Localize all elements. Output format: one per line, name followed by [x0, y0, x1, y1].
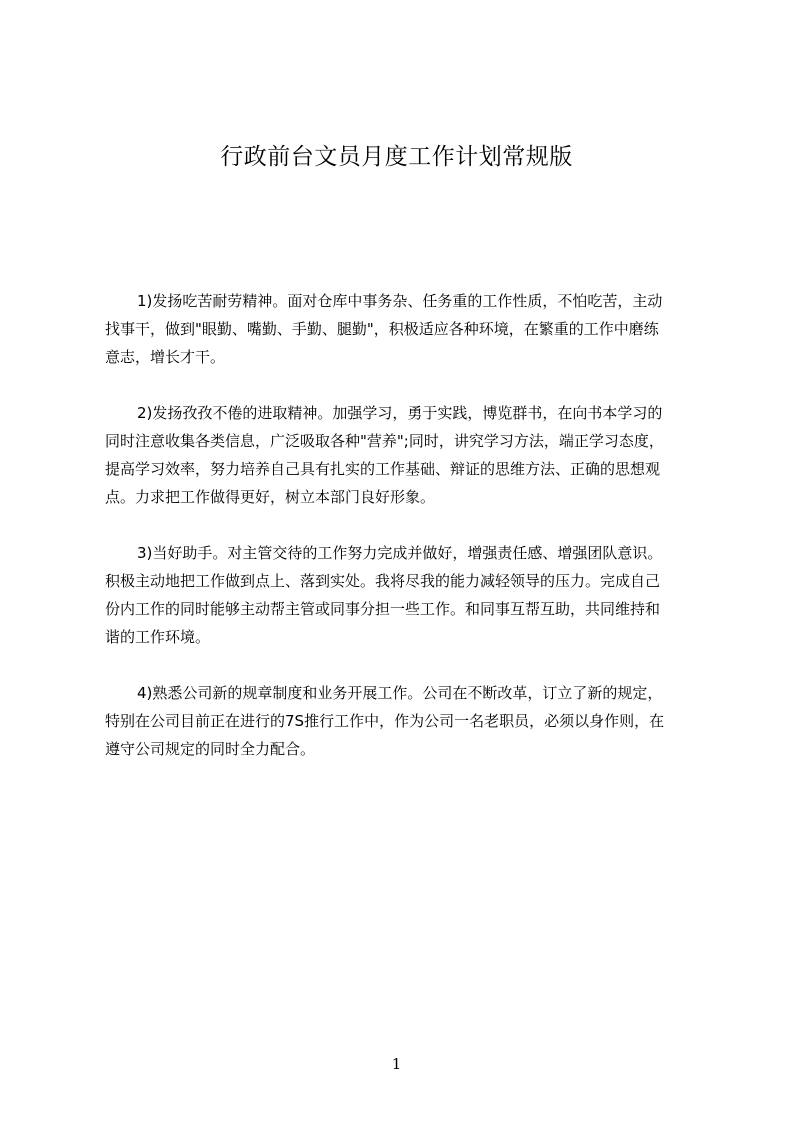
document-title: 行政前台文员月度工作计划常规版 — [220, 144, 573, 170]
paragraph-line: 2)发扬孜孜不倦的进取精神。加强学习，勇于实践，博览群书，在向书本学习的 — [137, 404, 663, 422]
paragraph-line: 谐的工作环境。 — [105, 628, 211, 646]
paragraph-line: 特别在公司目前正在进行的7S推行工作中，作为公司一名老职员，必须以身作则，在 — [105, 712, 665, 730]
paragraph-line: 同时注意收集各类信息，广泛吸取各种"营养";同时，讲究学习方法，端正学习态度， — [105, 432, 664, 450]
page-number: 1 — [391, 1055, 402, 1073]
paragraph-3 — [105, 539, 699, 651]
paragraph-line: 意志，增长才干。 — [105, 348, 226, 366]
paragraph-line: 提高学习效率，努力培养自己具有扎实的工作基础、辩证的思维方法、正确的思想观 — [105, 460, 661, 478]
paragraph-line: 1)发扬吃苦耐劳精神。面对仓库中事务杂、任务重的工作性质，不怕吃苦，主动 — [137, 292, 663, 310]
paragraph-line: 4)熟悉公司新的规章制度和业务开展工作。公司在不断改革，订立了新的规定， — [137, 684, 663, 702]
paragraph-2 — [105, 399, 699, 511]
paragraph-line: 3)当好助手。对主管交待的工作努力完成并做好，增强责任感、增强团队意识。 — [137, 544, 663, 562]
paragraph-line: 点。力求把工作做得更好，树立本部门良好形象。 — [105, 488, 436, 506]
paragraph-4 — [105, 679, 699, 763]
paragraph-line: 遵守公司规定的同时全力配合。 — [105, 740, 316, 758]
paragraph-line: 份内工作的同时能够主动帮主管或同事分担一些工作。和同事互帮互助，共同维持和 — [105, 600, 661, 618]
paragraph-line: 积极主动地把工作做到点上、落到实处。我将尽我的能力减轻领导的压力。完成自己 — [105, 572, 661, 590]
document-body — [105, 287, 699, 791]
paragraph-line: 找事干，做到"眼勤、嘴勤、手勤、腿勤"，积极适应各种环境，在繁重的工作中磨练 — [105, 320, 659, 338]
paragraph-1 — [105, 287, 699, 371]
